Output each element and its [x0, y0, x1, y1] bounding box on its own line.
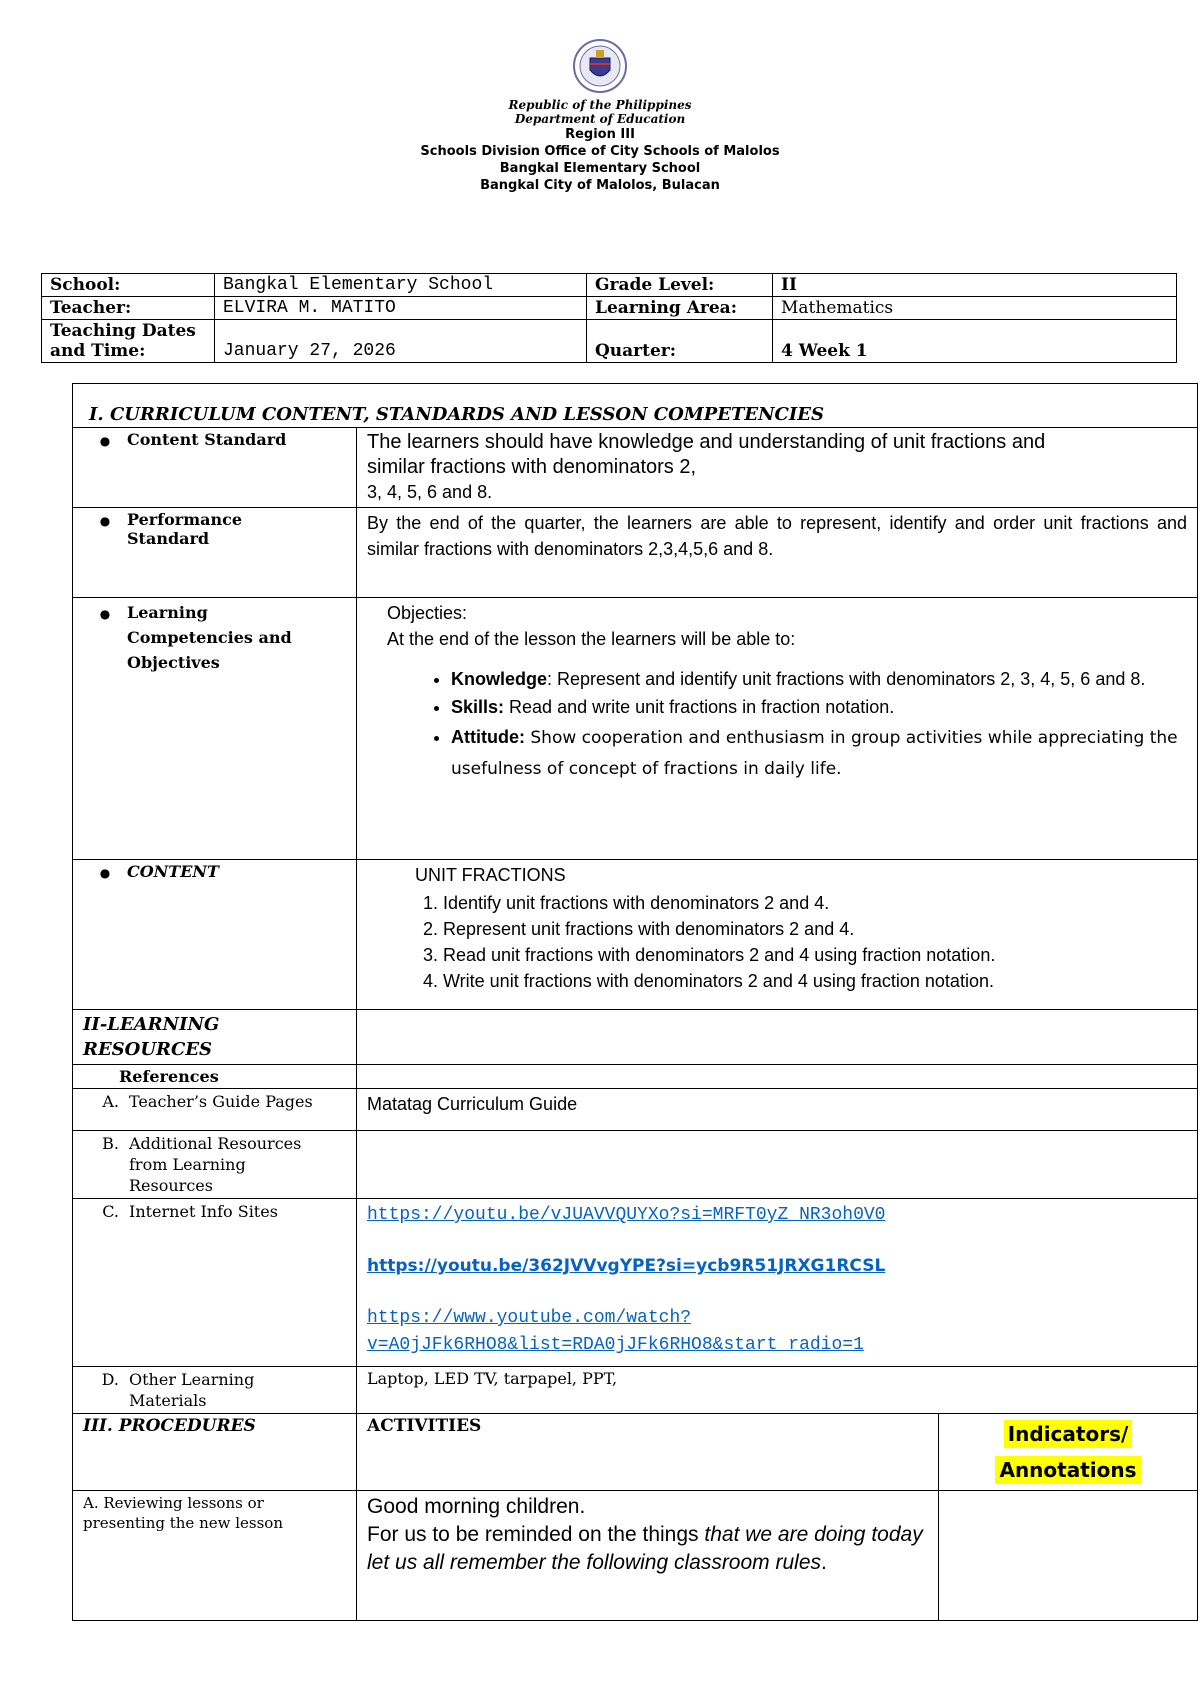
grade-label: Grade Level: — [587, 274, 773, 297]
resources-title-value — [357, 1010, 1198, 1065]
header-department: Department of Education — [514, 112, 686, 126]
lesson-plan-table — [72, 383, 1198, 1621]
content-standard-row — [73, 428, 1198, 508]
content-heading: UNIT FRACTIONS — [415, 865, 566, 885]
video-link-3-line2: v=A0jJFk6RHO8&list=RDA0jJFk6RHO8&start_radio=1 — [367, 1335, 864, 1355]
content-standard-line2: similar fractions with denominators 2, — [367, 456, 697, 478]
procedures-header-row — [73, 1414, 1198, 1491]
dates-label-line2: and Time: — [50, 341, 146, 361]
objectives-intro: At the end of the lesson the learners will be able to: — [387, 629, 796, 649]
content-list — [415, 890, 1187, 994]
internet-sites-label: Internet Info Sites — [129, 1202, 278, 1221]
teachers-guide-label-cell — [73, 1089, 357, 1131]
knowledge-text: : Represent and identify unit fractions with denominators 2, 3, 4, 5, 6 and 8. — [547, 669, 1146, 689]
quarter-label: Quarter: — [587, 320, 773, 363]
review-label-line1: A. Reviewing lessons or — [83, 1494, 264, 1512]
header-division: Schools Division Office of City Schools of Malolos — [420, 144, 780, 159]
procedures-title: III. PROCEDURES — [73, 1414, 357, 1491]
dates-label — [42, 320, 215, 363]
other-materials-value: Laptop, LED TV, tarpapel, PPT, — [357, 1367, 1198, 1414]
references-row — [73, 1065, 1198, 1089]
content-label: CONTENT — [127, 862, 219, 881]
review-lesson-row — [73, 1491, 1198, 1621]
bullet-icon: ● — [99, 866, 111, 880]
objectives-list — [387, 666, 1187, 784]
attitude-label: Attitude: — [451, 727, 525, 747]
other-materials-label: Other Learning Materials — [129, 1370, 255, 1410]
info-row-school — [42, 274, 1177, 297]
header-region: Region III — [565, 127, 635, 142]
content-standard-label-cell — [73, 428, 357, 508]
resources-title-line2: RESOURCES — [83, 1039, 213, 1060]
area-value: Mathematics — [773, 297, 1177, 320]
bullet-icon: ● — [99, 607, 111, 621]
bullet-icon: ● — [99, 434, 111, 448]
objective-attitude — [451, 722, 1187, 784]
video-link-3-line1: https://www.youtube.com/watch? — [367, 1308, 692, 1328]
info-table — [41, 273, 1177, 363]
quarter-value: 4 Week 1 — [773, 320, 1177, 363]
competencies-row — [73, 598, 1198, 860]
ref-letter-b: B. — [102, 1134, 119, 1153]
header-republic: Republic of the Philippines — [508, 98, 692, 112]
performance-label-line2: Standard — [127, 529, 210, 548]
additional-resources-label: Additional Resources from Learning Resources — [129, 1134, 302, 1195]
knowledge-label: Knowledge — [451, 669, 548, 689]
header-address: Bangkal City of Malolos, Bulacan — [480, 178, 720, 193]
competencies-label-line3: Objectives — [127, 653, 220, 672]
competencies-label-cell — [73, 598, 357, 860]
teacher-value: ELVIRA M. MATITO — [215, 297, 587, 320]
additional-resources-row — [73, 1131, 1198, 1199]
content-standard-label: Content Standard — [127, 430, 287, 449]
document-header — [0, 36, 1200, 194]
reminder-end: . — [821, 1551, 827, 1574]
teachers-guide-row — [73, 1089, 1198, 1131]
skills-label: Skills: — [451, 697, 505, 717]
performance-label-line1: Performance — [127, 510, 243, 529]
performance-standard-row — [73, 508, 1198, 598]
dates-label-line1: Teaching Dates — [50, 321, 196, 341]
competencies-label — [127, 600, 292, 675]
content-standard-value — [357, 428, 1198, 508]
content-label-cell — [73, 860, 357, 1010]
reminder-part1: For us to be reminded on the things — [367, 1523, 705, 1546]
bullet-icon: ● — [99, 514, 111, 528]
header-school: Bangkal Elementary School — [499, 161, 701, 176]
other-materials-label-cell — [73, 1367, 357, 1414]
resources-title-row — [73, 1010, 1198, 1065]
content-row — [73, 860, 1198, 1010]
objective-skills — [451, 694, 1187, 720]
review-lesson-annotation — [939, 1491, 1198, 1621]
indicators-header — [939, 1414, 1198, 1491]
resources-title-line1: II-LEARNING — [83, 1014, 220, 1035]
indicators-label-line2: Annotations — [995, 1456, 1140, 1484]
content-item: 3. Read unit fractions with denominators 2 and 4 using fraction notation. — [443, 942, 1187, 968]
content-standard-line3: 3, 4, 5, 6 and 8. — [367, 482, 493, 502]
performance-value: By the end of the quarter, the learners are able to represent, identify and order unit fractions and similar fractions with denominators 2,3,4,5,6 and 8. — [357, 508, 1198, 598]
content-item: 4. Write unit fractions with denominators 2 and 4 using fraction notation. — [443, 968, 1187, 994]
internet-sites-row — [73, 1199, 1198, 1367]
dates-value: January 27, 2026 — [215, 320, 587, 363]
ref-letter-d: D. — [101, 1370, 119, 1389]
activities-label: ACTIVITIES — [357, 1414, 939, 1491]
competencies-label-line1: Learning — [127, 603, 208, 622]
teachers-guide-value: Matatag Curriculum Guide — [357, 1089, 1198, 1131]
review-lesson-activity — [357, 1491, 939, 1621]
content-standard-line1: The learners should have knowledge and understanding of unit fractions and — [367, 431, 1046, 453]
other-materials-row — [73, 1367, 1198, 1414]
resources-title — [73, 1010, 357, 1065]
reminder-text — [367, 1521, 928, 1577]
skills-text: Read and write unit fractions in fraction notation. — [504, 697, 895, 717]
reminder-part2: that we are doing today let us all remember the following classroom rules — [367, 1523, 923, 1574]
indicators-label-line1: Indicators/ — [1004, 1420, 1133, 1448]
ref-letter-c: C. — [102, 1202, 119, 1221]
performance-label-cell — [73, 508, 357, 598]
teacher-label: Teacher: — [42, 297, 215, 320]
section1-title-row — [73, 384, 1198, 428]
greeting-text: Good morning children. — [367, 1495, 586, 1518]
info-row-dates — [42, 320, 1177, 363]
school-label: School: — [42, 274, 215, 297]
objective-knowledge — [451, 666, 1187, 692]
content-item: 2. Represent unit fractions with denominators 2 and 4. — [443, 916, 1187, 942]
content-item: 1. Identify unit fractions with denominators 2 and 4. — [443, 890, 1187, 916]
video-link-3[interactable] — [367, 1308, 864, 1355]
competencies-value — [357, 598, 1198, 860]
school-value: Bangkal Elementary School — [215, 274, 587, 297]
ref-letter-a: A. — [102, 1092, 119, 1111]
grade-value: II — [773, 274, 1177, 297]
references-label: References — [73, 1065, 357, 1089]
references-value — [357, 1065, 1198, 1089]
performance-label — [127, 510, 242, 548]
content-value — [357, 860, 1198, 1010]
section1-title: I. CURRICULUM CONTENT, STANDARDS AND LESSON COMPETENCIES — [73, 384, 1198, 428]
video-link-2[interactable]: https://youtu.be/362JVVvgYPE?si=ycb9R51JRXG1RCSL — [367, 1256, 886, 1276]
deped-seal-icon — [572, 36, 628, 98]
attitude-text: Show cooperation and enthusiasm in group activities while appreciating the usefulness of concept of fractions in daily life. — [451, 728, 1178, 779]
teachers-guide-label: Teacher’s Guide Pages — [129, 1092, 313, 1111]
review-label-line2: presenting the new lesson — [83, 1514, 283, 1532]
additional-resources-value — [357, 1131, 1198, 1199]
internet-sites-label-cell — [73, 1199, 357, 1367]
competencies-label-line2: Competencies and — [127, 628, 292, 647]
area-label: Learning Area: — [587, 297, 773, 320]
review-lesson-label — [73, 1491, 357, 1621]
additional-resources-label-cell — [73, 1131, 357, 1199]
internet-sites-value — [357, 1199, 1198, 1367]
objectives-heading: Objecties: — [387, 603, 468, 623]
info-row-teacher — [42, 297, 1177, 320]
video-link-1[interactable]: https://youtu.be/vJUAVVQUYXo?si=MRFT0yZ_NR3oh0V0 — [367, 1205, 886, 1225]
